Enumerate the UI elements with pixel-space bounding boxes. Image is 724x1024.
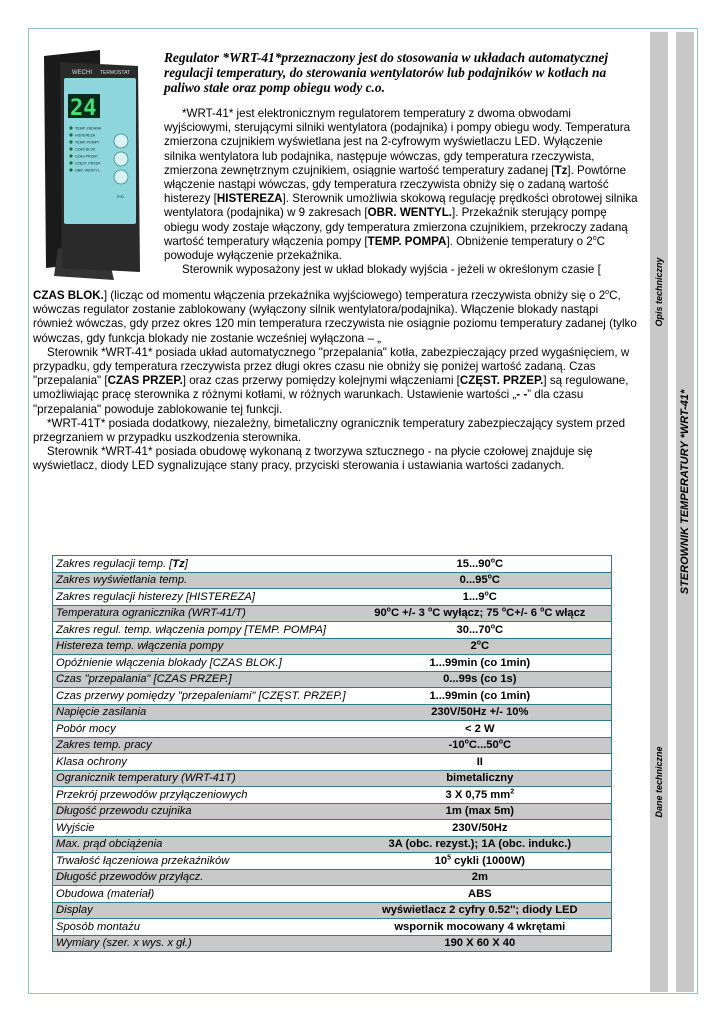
spec-value: II: [349, 754, 612, 771]
spec-row: [53, 589, 612, 606]
device-led-display: 24: [70, 96, 97, 121]
spec-label: Opóźnienie włączenia blokady [CZAS BLOK.]: [53, 655, 349, 672]
spec-label: Temperatura ogranicznika (WRT-41/T): [53, 605, 349, 622]
spec-value: 0...99s (co 1s): [349, 671, 612, 688]
spec-value: 1m (max 5m): [349, 803, 612, 820]
description-paragraph-2: CZAS BLOK.] (licząc od momentu włączenia przekaźnika wyjściowego) temperatura rzeczywista obniży się o 2$^o$C, wówczas regulator zostanie zablokowany (wyłączony silnik wentylatora/podajnika). Włączenie blokady nastąpi również wówczas, gdy przez okres 120 min temperatura rzeczywista nie osiągnie poziomu temperatury zadanej (tylko wówczas, gdy funkcja blokady nie zostanie wcześniej wyłączona – „ Sterownik *WRT-41* posiada układ automatycznego "przepalania" kotła, zabezpieczający przed wygaśnięciem, w przypadku, gdy temperatura rzeczywista przez długi okres czasu nie obniży się poniżej wartość zadaną. Czas "przepalania" [CZAS PRZEP.] oraz czas przerwy pomiędzy kolejnymi włączeniami [CZĘST. PRZEP.] są regulowane, umożliwiając pracę sterownika z różnymi kotłami, w różnych warunkach. Ustawienie wartości „- -” dla czasu "przepalania" powoduje zablokowanie tej funkcji. *WRT-41T* posiada dodatkowy, niezależny, bimetaliczny ogranicznik temperatury zabezpieczający system przed przegrzaniem w przypadku uszkodzenia sterownika. Sterownik *WRT-41* posiada obudowę wykonaną z tworzywa sztucznego - na płycie czołowej znajduje się wyświetlacz, diody LED sygnalizujące stany pracy, przyciski sterowania i ustawiania wartości zadanych.: [33, 289, 637, 473]
spec-label: Ogranicznik temperatury (WRT-41T): [53, 770, 349, 787]
spec-value: $10^5$ cykli (1000W): [349, 853, 612, 870]
spec-value: -10$^o$C...50$^o$C: [349, 737, 612, 754]
spec-row: [53, 704, 612, 721]
spec-row: [53, 803, 612, 820]
led-label-6: CZĘST. PRZEP.: [75, 161, 101, 166]
spec-value: 15...90$^o$C: [349, 556, 612, 573]
device-button-up: [114, 134, 128, 148]
spec-row: [53, 902, 612, 919]
spec-row: [53, 836, 612, 853]
spec-label: Pobór mocy: [53, 721, 349, 738]
spec-row: [53, 869, 612, 886]
spec-row: [53, 737, 612, 754]
spec-label: Wyjście: [53, 820, 349, 837]
spec-label: Długość przewodu czujnika: [53, 803, 349, 820]
spec-label: Wymiary (szer. x wys. x gł.): [53, 935, 349, 952]
led-label-4: CZAS BLOK.: [75, 147, 97, 152]
spec-row: [53, 721, 612, 738]
device-button-label: P/D: [117, 194, 124, 199]
spec-value: 230V/50Hz +/- 10%: [349, 704, 612, 721]
spec-value: $90^oC$ +/- 3 $^o$C wyłącz; 75 $^o$C+/- 6 $^o$C włącz: [349, 605, 612, 622]
device-button-down: [114, 152, 128, 166]
spec-row: [53, 556, 612, 573]
spec-row: [53, 638, 612, 655]
spec-label: Napięcie zasilania: [53, 704, 349, 721]
spec-label: Obudowa (materiał): [53, 886, 349, 903]
side-product-title: STEROWNIK TEMPERATURY *WRT-41*: [679, 389, 691, 595]
spec-value: 2$^o$C: [349, 638, 612, 655]
spec-label: Histereza temp. włączenia pompy: [53, 638, 349, 655]
spec-row: [53, 919, 612, 936]
spec-row: [53, 605, 612, 622]
device-model: TERMOSTAT: [100, 70, 131, 76]
spec-label: Zakres temp. pracy: [53, 737, 349, 754]
spec-row: [53, 853, 612, 870]
spec-label: Zakres wyświetlania temp.: [53, 572, 349, 589]
spec-label: Czas "przepalania" [CZAS PRZEP.]: [53, 671, 349, 688]
spec-value: ABS: [349, 886, 612, 903]
spec-value: 3A (obc. rezyst.); 1A (obc. indukc.): [349, 836, 612, 853]
technical-specs-table: [52, 555, 612, 952]
spec-label: Max. prąd obciążenia: [53, 836, 349, 853]
side-label-specs: Dane techniczne: [654, 746, 664, 818]
spec-row: [53, 935, 612, 952]
spec-value: 190 X 60 X 40: [349, 935, 612, 952]
spec-label: Klasa ochrony: [53, 754, 349, 771]
device-brand: WECHI: [72, 70, 92, 76]
spec-label: Długość przewodów przyłącz.: [53, 869, 349, 886]
spec-row: [53, 770, 612, 787]
spec-row: [53, 655, 612, 672]
led-label-3: TEMP. POMPY: [75, 140, 100, 145]
spec-label: Sposób montażu: [53, 919, 349, 936]
spec-value: 1...99min (co 1min): [349, 655, 612, 672]
spec-label: Zakres regulacji temp. [Tz]: [53, 556, 349, 573]
description-paragraph-5: Sterownik *WRT-41* posiada obudowę wykonaną z tworzywa sztucznego - na płycie czołowej znajduje się wyświetlacz, diody LED sygnalizujące stany pracy, przyciski sterowania i ustawiania wartości zadanych.: [33, 445, 593, 473]
led-label-1: TEMP. ZADANA: [75, 126, 102, 131]
spec-label: Przekrój przewodów przyłączeniowych: [53, 787, 349, 804]
spec-value: 3 X 0,75 $mm^2$: [349, 787, 612, 804]
side-bar-section: [650, 32, 668, 992]
controller-device-image: [38, 48, 150, 280]
spec-value: 1...99min (co 1min): [349, 688, 612, 705]
spec-label: Trwałość łączeniowa przekaźników: [53, 853, 349, 870]
spec-row: [53, 886, 612, 903]
description-paragraph-1: *WRT-41* jest elektronicznym regulatorem temperatury z dwoma obwodami wyjściowymi, sterującymi silniki wentylatora (podajnika) i pompy obiegu wody. Temperatura zmierzona czujnikiem wyświetlana jest na 2-cyfrowym wyświetlaczu LED. Wyłączenie silnika wentylatora lub podajnika, następuje wówczas, gdy temperatura rzeczywista, zmierzona zewnętrznym czujnikiem, osiągnie wartość temperatury zadanej [Tz]. Powtórne włączenie nastąpi wówczas, gdy temperatura rzeczywista obniży się o zadaną wartość histerezy [HISTEREZA]. Sterownik umożliwia skokową regulację prędkości obrotowej silnika wentylatora (podajnika) w 9 zakresach [OBR. WENTYL.]. Przekaźnik sterujący pompę obiegu wody zostaje włączony, gdy temperatura zmierzona czujnikiem, przekroczy zadaną wartość temperatury włączenia pompy [TEMP. POMPA]. Obniżenie temperatury o 2$^o$C powoduje wyłączenie przekaźnika. Sterownik wyposażony jest w układ blokady wyjścia - jeżeli w określonym czasie [: [164, 107, 638, 277]
led-label-7: OBR. WENTYL.: [75, 168, 101, 173]
spec-value: 230V/50Hz: [349, 820, 612, 837]
spec-value: wspornik mocowany 4 wkrętami: [349, 919, 612, 936]
spec-value: 0...95$^o$C: [349, 572, 612, 589]
spec-value: 1...9$^o$C: [349, 589, 612, 606]
side-bar-title: [676, 32, 694, 992]
spec-value: 30...70$^o$C: [349, 622, 612, 639]
spec-row: [53, 820, 612, 837]
spec-row: [53, 572, 612, 589]
spec-row: [53, 688, 612, 705]
spec-row: [53, 622, 612, 639]
description-paragraph-3: Sterownik *WRT-41* posiada układ automatycznego "przepalania" kotła, zabezpieczający przed wygaśnięciem, w przypadku, gdy temperatura rzeczywista przez długi okres czasu nie obniży się poniżej wartość zadaną. Czas "przepalania" [CZAS PRZEP.] oraz czas przerwy pomiędzy kolejnymi włączeniami [CZĘST. PRZEP.] są regulowane, umożliwiając pracę sterownika z różnymi kotłami, w różnych warunkach. Ustawienie wartości „- -” dla czasu "przepalania" powoduje zablokowanie tej funkcji.: [33, 345, 630, 416]
spec-row: [53, 671, 612, 688]
spec-label: Display: [53, 902, 349, 919]
side-label-description: Opis techniczny: [654, 257, 664, 327]
intro-heading: Regulator *WRT-41*przeznaczony jest do stosowania w układach automatycznej regulacji temperatury, do sterowania wentylatorów lub podajników w kotłach na paliwo stałe oraz pomp obiegu wody c.o.: [164, 50, 609, 95]
spec-row: [53, 754, 612, 771]
spec-value: wyświetlacz 2 cyfry 0.52''; diody LED: [349, 902, 612, 919]
spec-value: 2m: [349, 869, 612, 886]
spec-label: Czas przerwy pomiędzy "przepaleniami" [CZĘST. PRZEP.]: [53, 688, 349, 705]
description-paragraph-4: *WRT-41T* posiada dodatkowy, niezależny, bimetaliczny ogranicznik temperatury zabezpieczający system przed przegrzaniem w przypadku uszkodzenia sterownika.: [33, 416, 626, 445]
spec-value: bimetaliczny: [349, 770, 612, 787]
led-label-2: HISTEREZA: [75, 133, 96, 138]
led-label-5: CZAS PRZEP.: [75, 154, 99, 159]
spec-value: < 2 W: [349, 721, 612, 738]
spec-label: Zakres regulacji histerezy [HISTEREZA]: [53, 589, 349, 606]
spec-row: [53, 787, 612, 804]
device-button-set: [114, 170, 128, 184]
spec-label: Zakres regul. temp. włączenia pompy [TEMP. POMPA]: [53, 622, 349, 639]
